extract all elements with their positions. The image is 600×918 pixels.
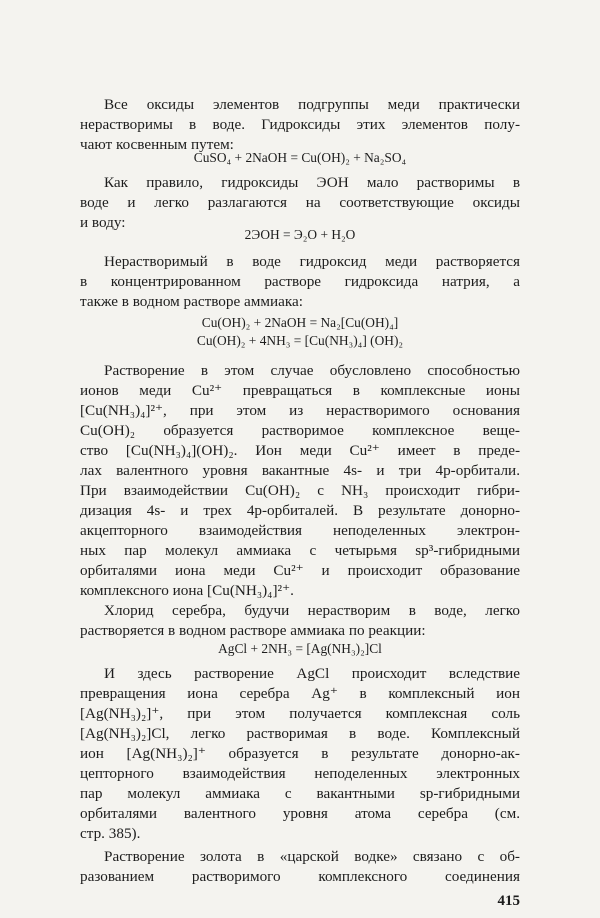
equation-4: Cu(OH)₂ + 4NH₃ = [Cu(NH₃)₄] (OH)₂ <box>196 333 404 348</box>
paragraph-4-line-6: лах валентного уровня вакантные 4s- и три 4p-орбитали. <box>80 462 520 479</box>
page-number: 415 <box>497 893 520 909</box>
paragraph-3-line-1: Нерастворимый в воде гидроксид меди растворяется <box>104 253 520 270</box>
paragraph-2-line-1: Как правило, гидроксиды ЭОН мало растворимы в <box>104 174 520 191</box>
equation-5: AgCl + 2NH₃ = [Ag(NH₃)₂]Cl <box>218 641 382 656</box>
equation-2: 2ЭОН = Э₂О + Н₂О <box>244 227 356 242</box>
paragraph-6-line-4: [Ag(NH₃)₂]Cl, легко растворимая в воде. Комплексный <box>80 725 520 742</box>
paragraph-4-line-2: ионов меди Cu²⁺ превращаться в комплексные ионы <box>80 382 520 399</box>
paragraph-6-line-9: стр. 385). <box>80 825 141 842</box>
paragraph-6-line-3: [Ag(NH₃)₂]⁺, при этом получается комплексная соль <box>80 705 520 722</box>
paragraph-1-line-1: Все оксиды элементов подгруппы меди практически <box>104 96 520 113</box>
equation-1: CuSO₄ + 2NaOH = Cu(OH)₂ + Na₂SO₄ <box>193 150 407 165</box>
paragraph-1-line-2: нерастворимы в воде. Гидроксиды этих элементов полу- <box>80 116 520 133</box>
paragraph-6-line-7: пар молекул аммиака с вакантными sp-гибридными <box>80 785 520 802</box>
paragraph-6-line-8: орбиталями валентного уровня атома серебра (см. <box>80 805 520 822</box>
paragraph-1-line-3: чают косвенным путем: <box>80 136 234 153</box>
paragraph-3-line-2: в концентрированном растворе гидроксида натрия, а <box>80 273 520 290</box>
paragraph-6-line-1: И здесь растворение AgCl происходит вследствие <box>104 665 520 682</box>
paragraph-4-line-11: орбиталями иона меди Cu²⁺ и происходит образование <box>80 562 520 579</box>
paragraph-3-line-3: также в водном растворе аммиака: <box>80 293 303 310</box>
paragraph-2-line-2: воде и легко разлагаются на соответствующие оксиды <box>80 194 520 211</box>
paragraph-6-line-2: превращения иона серебра Ag⁺ в комплексный ион <box>80 685 520 702</box>
paragraph-4-line-4: Cu(OH)₂ образуется растворимое комплексное веще- <box>80 422 520 439</box>
paragraph-4-line-7: При взаимодействии Cu(OH)₂ с NH₃ происходит гибри- <box>80 482 520 499</box>
paragraph-7-line-2: разованием растворимого комплексного соединения <box>80 868 520 885</box>
paragraph-4-line-1: Растворение в этом случае обусловлено способностью <box>104 362 520 379</box>
paragraph-6-line-5: ион [Ag(NH₃)₂]⁺ образуется в результате донорно-ак- <box>80 745 520 762</box>
paragraph-4-line-10: ных пар молекул аммиака с четырьмя sp³-гибридными <box>80 542 520 559</box>
paragraph-5-line-1: Хлорид серебра, будучи нерастворим в воде, легко <box>104 602 520 619</box>
paragraph-2-line-3: и воду: <box>80 214 126 231</box>
paragraph-7-line-1: Растворение золота в «царской водке» связано с об- <box>104 848 520 865</box>
paragraph-4-line-12: комплексного иона [Cu(NH₃)₄]²⁺. <box>80 582 294 599</box>
paragraph-4-line-8: дизация 4s- и трех 4p-орбиталей. В результате донорно- <box>80 502 520 519</box>
paragraph-4-line-9: акцепторного взаимодействия неподеленных электрон- <box>80 522 520 539</box>
paragraph-5-line-2: растворяется в водном растворе аммиака по реакции: <box>80 622 426 639</box>
paragraph-6-line-6: цепторного взаимодействия неподеленных электронных <box>80 765 520 782</box>
paragraph-4-line-3: [Cu(NH₃)₄]²⁺, при этом из нерастворимого основания <box>80 402 520 419</box>
equation-3: Cu(OH)₂ + 2NaOH = Na₂[Cu(OH)₄] <box>201 315 399 330</box>
paragraph-4-line-5: ство [Cu(NH₃)₄](OH)₂. Ион меди Cu²⁺ имеет в преде- <box>80 442 520 459</box>
